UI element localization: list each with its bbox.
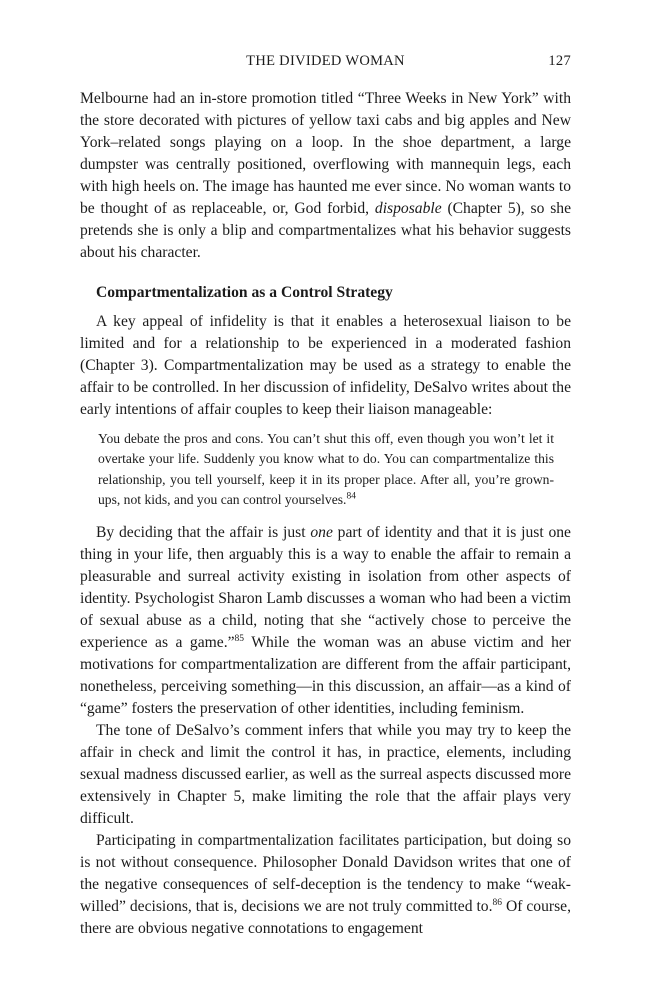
paragraph-5 xyxy=(80,830,571,940)
paragraph-3 xyxy=(80,522,571,720)
page-number: 127 xyxy=(548,53,571,69)
block-quote-text: You debate the pros and cons. You can’t shut this off, even though you won’t let it overtake your life. Suddenly you know what to do. You can compartmentalize this relationship, you tell yourself, keep it in its proper place. After all, you’re grown-ups, not kids, and you can control yourselves. xyxy=(98,431,554,507)
block-quote xyxy=(98,429,554,510)
footnote-ref-85: 85 xyxy=(234,633,245,644)
paragraph-4: The tone of DeSalvo’s comment infers that while you may try to keep the affair in check and limit the control it has, in practice, elements, including sexual madness discussed earlier, as well as the surreal aspects discussed more extensively in Chapter 5, make limiting the role that the affair plays very difficult. xyxy=(80,722,571,827)
footnote-ref-84: 84 xyxy=(346,491,356,502)
emphasis-one: one xyxy=(310,524,333,541)
paragraph-1-text: Melbourne had an in-store promotion titled “Three Weeks in New York” with the store decorated with pictures of yellow taxi cabs and big apples and New York–related songs playing on a loop. In the shoe department, a large dumpster was centrally positioned, overflowing with mannequin legs, each with high heels on. The image has haunted me ever since. No woman wants to be thought of as replaceable, or, God forbid, xyxy=(80,90,571,217)
paragraph-3-text-1: By deciding that the affair is just xyxy=(96,524,311,541)
running-header xyxy=(80,53,571,75)
paragraph-1-text-after: (Chapter 5), so she pretends she is only a blip and compartmentalizes what his behavior suggests about his character. xyxy=(80,200,571,261)
body-text-continued xyxy=(80,522,571,940)
paragraph-3-text-3: While the woman was an abuse victim and her motivations for compartmentalization are different from the affair participant, nonetheless, perceiving something—in this discussion, an affair—as a kind of “game” fosters the preservation of other identities, including feminism. xyxy=(80,634,572,717)
paragraph-3-text-2: part of identity and that it is just one thing in your life, then arguably this is a way to enable the affair to remain a pleasurable and surreal activity existing in isolation from other aspects of identity. Psychologist Sharon Lamb discusses a woman who had been a victim of sexual abuse as a child, noting that she “actively chose to perceive the experience as a game.” xyxy=(80,524,571,651)
paragraph-5-text-2: Of course, there are obvious negative connotations to engagement xyxy=(80,898,571,937)
paragraph-2 xyxy=(80,311,571,421)
footnote-ref-86: 86 xyxy=(492,897,502,908)
paragraph-2-text: A key appeal of infidelity is that it enables a heterosexual liaison to be limited and for a relationship to be experienced in a moderated fashion (Chapter 3). Compartmentalization may be used as a strategy to enable the affair to be controlled. In her discussion of infidelity, DeSalvo writes about the early intentions of affair couples to keep their liaison manageable: xyxy=(80,313,571,418)
emphasis-disposable: disposable xyxy=(374,200,442,217)
paragraph-5-text-1: Participating in compartmentalization facilitates participation, but doing so is not without consequence. Philosopher Donald Davidson writes that one of the negative consequences of self-deception is the tendency to make “weak-willed” decisions, that is, decisions we are not truly committed to. xyxy=(80,832,571,915)
paragraph-1 xyxy=(80,88,571,264)
section-heading: Compartmentalization as a Control Strategy xyxy=(96,284,393,301)
running-title: THE DIVIDED WOMAN xyxy=(246,53,405,69)
